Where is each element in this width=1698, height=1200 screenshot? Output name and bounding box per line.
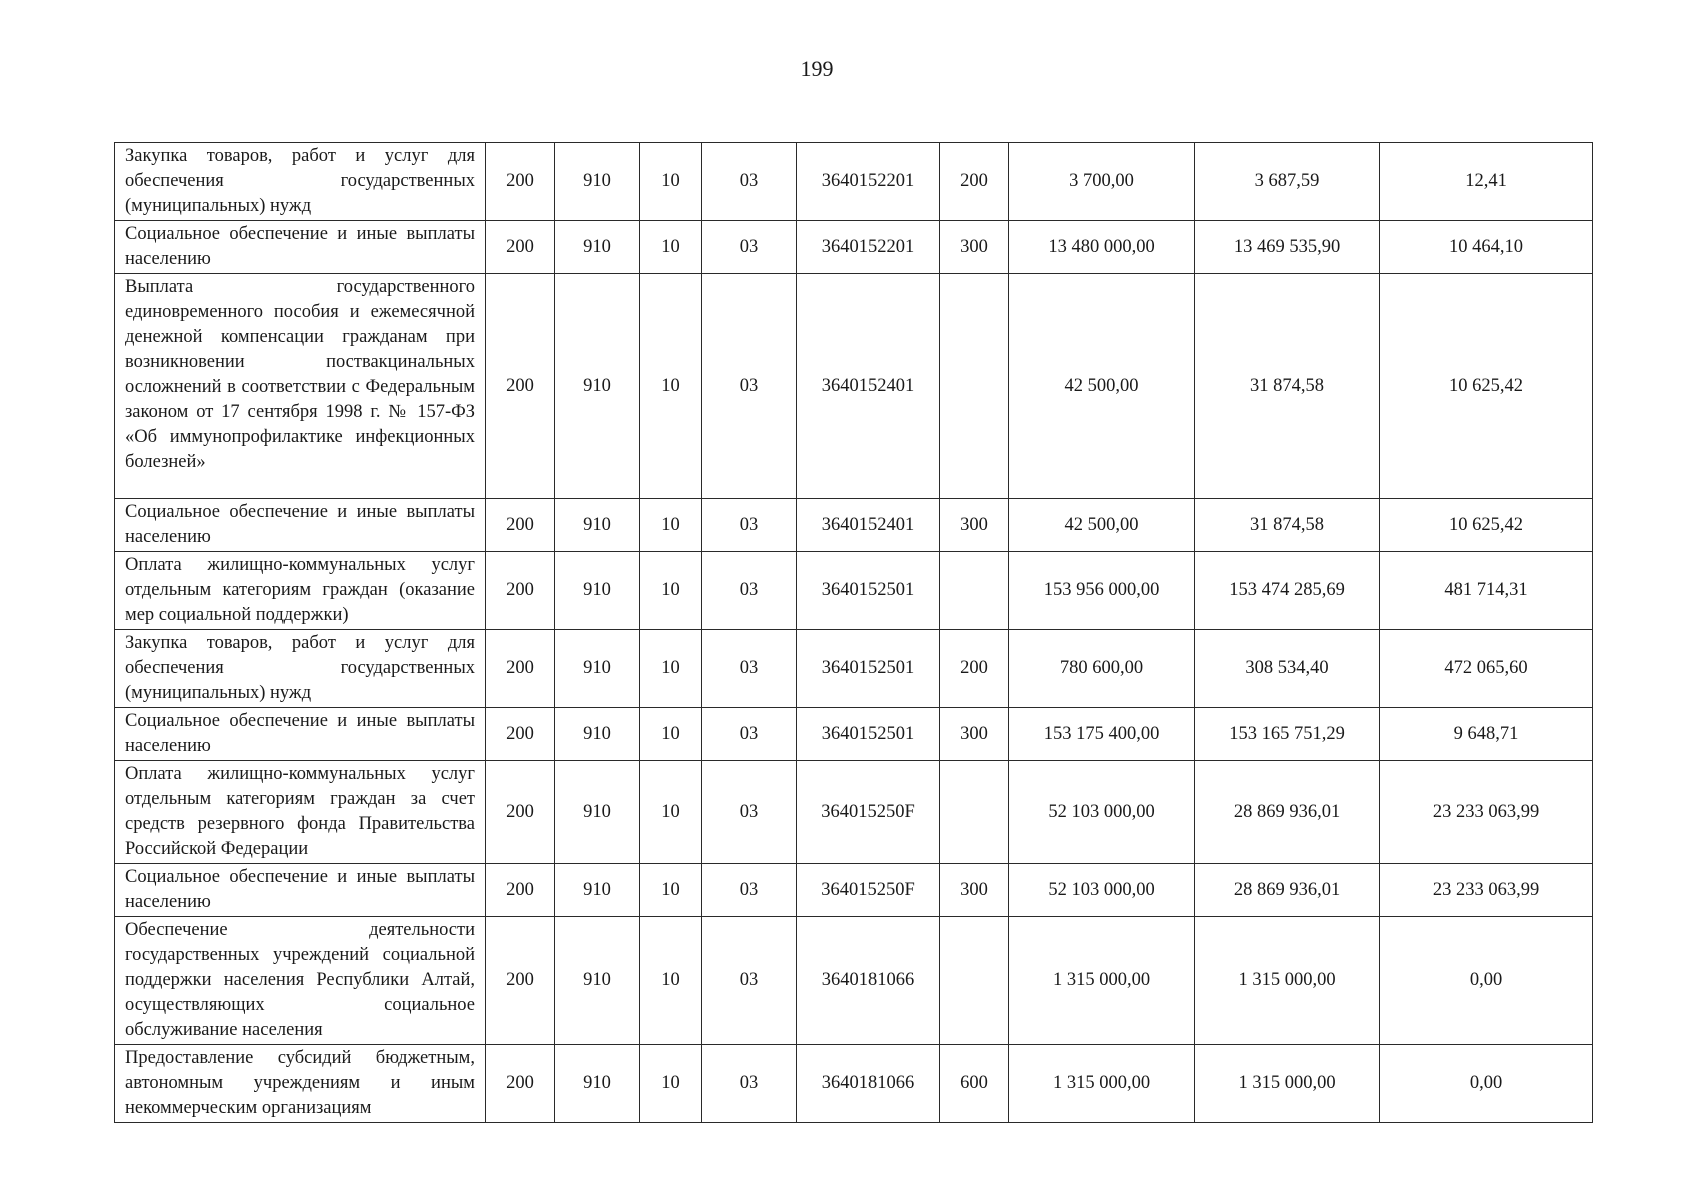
amount-executed: 1 315 000,00 [1195, 917, 1380, 1045]
amount-plan: 153 175 400,00 [1009, 708, 1195, 761]
amount-executed: 308 534,40 [1195, 630, 1380, 708]
code-subsection: 03 [702, 143, 797, 221]
row-name: Обеспечение деятельности государственных учреждений социальной поддержки населения Республики Алтай, осуществляющих социальное обслуживание населения [115, 917, 486, 1045]
code-ministry: 910 [555, 917, 640, 1045]
code-target-article: 3640152401 [797, 274, 940, 499]
code-subsection: 03 [702, 221, 797, 274]
code-ministry: 910 [555, 143, 640, 221]
code-ministry: 910 [555, 552, 640, 630]
code-subsection: 03 [702, 761, 797, 864]
code-section: 10 [640, 274, 702, 499]
row-name: Оплата жилищно-коммунальных услуг отдельным категориям граждан (оказание мер социальной поддержки) [115, 552, 486, 630]
code-admin: 200 [486, 274, 555, 499]
page-number: 199 [800, 56, 834, 81]
amount-executed: 153 474 285,69 [1195, 552, 1380, 630]
row-name: Закупка товаров, работ и услуг для обеспечения государственных (муниципальных) нужд [115, 630, 486, 708]
code-target-article: 3640152201 [797, 221, 940, 274]
code-admin: 200 [486, 499, 555, 552]
code-section: 10 [640, 630, 702, 708]
code-section: 10 [640, 552, 702, 630]
code-expense-type: 200 [940, 630, 1009, 708]
code-subsection: 03 [702, 917, 797, 1045]
code-ministry: 910 [555, 274, 640, 499]
code-section: 10 [640, 221, 702, 274]
amount-plan: 52 103 000,00 [1009, 761, 1195, 864]
code-expense-type [940, 761, 1009, 864]
code-section: 10 [640, 1045, 702, 1123]
amount-plan: 13 480 000,00 [1009, 221, 1195, 274]
code-target-article: 3640152501 [797, 708, 940, 761]
amount-executed: 1 315 000,00 [1195, 1045, 1380, 1123]
row-name: Социальное обеспечение и иные выплаты населению [115, 708, 486, 761]
code-subsection: 03 [702, 274, 797, 499]
code-admin: 200 [486, 221, 555, 274]
code-subsection: 03 [702, 864, 797, 917]
amount-remainder: 12,41 [1380, 143, 1593, 221]
code-expense-type: 200 [940, 143, 1009, 221]
code-ministry: 910 [555, 708, 640, 761]
amount-plan: 780 600,00 [1009, 630, 1195, 708]
table-row [115, 630, 1593, 708]
amount-remainder: 9 648,71 [1380, 708, 1593, 761]
amount-remainder: 23 233 063,99 [1380, 864, 1593, 917]
amount-executed: 31 874,58 [1195, 274, 1380, 499]
amount-remainder: 10 625,42 [1380, 499, 1593, 552]
code-subsection: 03 [702, 1045, 797, 1123]
code-section: 10 [640, 761, 702, 864]
amount-plan: 153 956 000,00 [1009, 552, 1195, 630]
amount-executed: 3 687,59 [1195, 143, 1380, 221]
code-ministry: 910 [555, 221, 640, 274]
row-name: Социальное обеспечение и иные выплаты населению [115, 499, 486, 552]
table-row [115, 274, 1593, 499]
code-target-article: 3640152201 [797, 143, 940, 221]
row-name: Оплата жилищно-коммунальных услуг отдельным категориям граждан за счет средств резервного фонда Правительства Российской Федерации [115, 761, 486, 864]
code-target-article: 364015250F [797, 761, 940, 864]
code-ministry: 910 [555, 630, 640, 708]
table-row [115, 864, 1593, 917]
code-expense-type: 300 [940, 708, 1009, 761]
code-expense-type: 300 [940, 221, 1009, 274]
code-section: 10 [640, 143, 702, 221]
code-subsection: 03 [702, 499, 797, 552]
amount-remainder: 472 065,60 [1380, 630, 1593, 708]
amount-executed: 13 469 535,90 [1195, 221, 1380, 274]
table-row [115, 499, 1593, 552]
amount-remainder: 23 233 063,99 [1380, 761, 1593, 864]
code-admin: 200 [486, 1045, 555, 1123]
code-target-article: 3640152501 [797, 552, 940, 630]
amount-plan: 52 103 000,00 [1009, 864, 1195, 917]
code-admin: 200 [486, 708, 555, 761]
code-expense-type: 300 [940, 499, 1009, 552]
code-expense-type: 300 [940, 864, 1009, 917]
table-row [115, 917, 1593, 1045]
table-row [115, 143, 1593, 221]
amount-plan: 42 500,00 [1009, 499, 1195, 552]
code-target-article: 3640152401 [797, 499, 940, 552]
code-section: 10 [640, 917, 702, 1045]
code-subsection: 03 [702, 708, 797, 761]
code-ministry: 910 [555, 761, 640, 864]
code-section: 10 [640, 499, 702, 552]
amount-plan: 3 700,00 [1009, 143, 1195, 221]
code-ministry: 910 [555, 864, 640, 917]
amount-plan: 1 315 000,00 [1009, 917, 1195, 1045]
code-section: 10 [640, 708, 702, 761]
code-target-article: 3640181066 [797, 917, 940, 1045]
amount-plan: 1 315 000,00 [1009, 1045, 1195, 1123]
code-ministry: 910 [555, 1045, 640, 1123]
table-row [115, 708, 1593, 761]
code-admin: 200 [486, 917, 555, 1045]
code-target-article: 3640181066 [797, 1045, 940, 1123]
amount-remainder: 481 714,31 [1380, 552, 1593, 630]
code-ministry: 910 [555, 499, 640, 552]
row-name: Предоставление субсидий бюджетным, автономным учреждениям и иным некоммерческим организациям [115, 1045, 486, 1123]
code-subsection: 03 [702, 552, 797, 630]
code-admin: 200 [486, 552, 555, 630]
amount-executed: 28 869 936,01 [1195, 864, 1380, 917]
table-row [115, 221, 1593, 274]
code-expense-type [940, 552, 1009, 630]
amount-remainder: 0,00 [1380, 1045, 1593, 1123]
amount-remainder: 0,00 [1380, 917, 1593, 1045]
table-row [115, 552, 1593, 630]
code-admin: 200 [486, 864, 555, 917]
code-section: 10 [640, 864, 702, 917]
code-admin: 200 [486, 630, 555, 708]
table-row [115, 761, 1593, 864]
amount-plan: 42 500,00 [1009, 274, 1195, 499]
table-row [115, 1045, 1593, 1123]
amount-executed: 28 869 936,01 [1195, 761, 1380, 864]
row-name: Выплата государственного единовременного пособия и ежемесячной денежной компенсации гражданам при возникновении поствакцинальных осложнений в соответствии с Федеральным законом от 17 сентября 1998 г. № 157-ФЗ «Об иммунопрофилактике инфекционных болезней» [115, 274, 486, 499]
code-admin: 200 [486, 761, 555, 864]
row-name: Закупка товаров, работ и услуг для обеспечения государственных (муниципальных) нужд [115, 143, 486, 221]
code-admin: 200 [486, 143, 555, 221]
code-expense-type [940, 274, 1009, 499]
amount-executed: 31 874,58 [1195, 499, 1380, 552]
code-target-article: 3640152501 [797, 630, 940, 708]
amount-executed: 153 165 751,29 [1195, 708, 1380, 761]
amount-remainder: 10 464,10 [1380, 221, 1593, 274]
row-name: Социальное обеспечение и иные выплаты населению [115, 864, 486, 917]
code-target-article: 364015250F [797, 864, 940, 917]
code-expense-type [940, 917, 1009, 1045]
amount-remainder: 10 625,42 [1380, 274, 1593, 499]
code-expense-type: 600 [940, 1045, 1009, 1123]
row-name: Социальное обеспечение и иные выплаты населению [115, 221, 486, 274]
code-subsection: 03 [702, 630, 797, 708]
budget-table [114, 142, 1593, 1123]
